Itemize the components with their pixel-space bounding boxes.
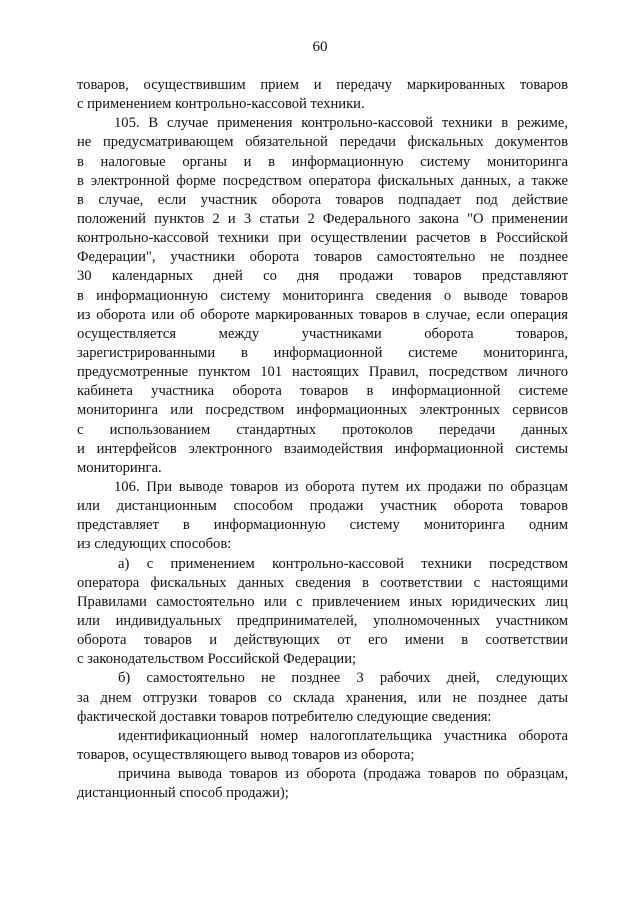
text-line: мониторинга. bbox=[77, 459, 162, 476]
text-line: контрольно-кассовой техники при осуществлении расчетов в Российской bbox=[77, 230, 568, 247]
text-line: или индивидуальных предпринимателей, уполномоченных участником bbox=[77, 612, 568, 629]
body-text bbox=[77, 76, 568, 803]
text-line: в налоговые органы и в информационную систему мониторинга bbox=[77, 153, 568, 170]
text-line: товаров, осуществляющего вывод товаров из оборота; bbox=[77, 746, 415, 763]
paragraph-106-first-line: 106. При выводе товаров из оборота путем их продажи по образцам bbox=[114, 478, 568, 495]
text-line: не предусматривающем обязательной передачи фискальных документов bbox=[77, 134, 568, 151]
subitem-b-first-line: б) самостоятельно не позднее 3 рабочих дней, следующих bbox=[118, 670, 568, 687]
text-line: за днем отгрузки товаров со склада хранения, или не позднее даты bbox=[77, 689, 568, 706]
list-paragraph-first-line: причина вывода товаров из оборота (продажа товаров по образцам, bbox=[118, 766, 568, 783]
text-line: из оборота или об обороте маркированных товаров в случае, если операция bbox=[77, 306, 568, 323]
text-line: 30 календарных дней со дня продажи товаров представляют bbox=[77, 268, 568, 285]
text-line: оборота товаров и действующих от его имени в соответствии bbox=[77, 632, 568, 649]
subitem-a-first-line: а) с применением контрольно-кассовой техники посредством bbox=[118, 555, 568, 572]
text-line: Федерации", участники оборота товаров самостоятельно не позднее bbox=[77, 249, 568, 266]
paragraph-105-first-line: 105. В случае применения контрольно-кассовой техники в режиме, bbox=[114, 115, 568, 132]
text-line: товаров, осуществившим прием и передачу маркированных товаров bbox=[77, 77, 568, 93]
text-line: кабинета участника оборота товаров в информационной системе bbox=[77, 383, 568, 400]
page-number: 60 bbox=[312, 39, 328, 55]
text-line: дистанционный способ продажи); bbox=[77, 785, 289, 802]
text-line: в случае, если участник оборота товаров подпадает под действие bbox=[77, 191, 568, 208]
text-line: с законодательством Российской Федерации; bbox=[77, 651, 357, 668]
text-line: в электронной форме посредством оператора фискальных данных, а также bbox=[77, 172, 568, 189]
text-line: в информационную систему мониторинга сведения о выводе товаров bbox=[77, 287, 568, 304]
text-line: фактической доставки товаров потребителю следующие сведения: bbox=[77, 708, 492, 725]
text-line: осуществляется между участниками оборота товаров, bbox=[77, 325, 568, 342]
text-line: из следующих способов: bbox=[77, 536, 232, 553]
text-line: представляет в информационную систему мониторинга одним bbox=[77, 517, 568, 534]
text-line: Правилами самостоятельно или с привлечением иных юридических лиц bbox=[77, 593, 568, 610]
text-line: с применением контрольно-кассовой техники. bbox=[77, 96, 365, 113]
text-line: и интерфейсов электронного взаимодействия информационной системы bbox=[77, 440, 568, 457]
text-line: с использованием стандартных протоколов передачи данных bbox=[77, 421, 568, 438]
text-line: мониторинга или посредством информационных электронных сервисов bbox=[77, 402, 568, 419]
text-line: положений пунктов 2 и 3 статьи 2 Федерального закона "О применении bbox=[77, 210, 568, 227]
text-line: предусмотренные пунктом 101 настоящих Правил, посредством личного bbox=[77, 364, 568, 381]
text-line: оператора фискальных данных сведения в соответствии с настоящими bbox=[77, 574, 568, 591]
text-line: зарегистрированными в информационной системе мониторинга, bbox=[77, 344, 568, 361]
text-line: или дистанционным способом продажи участник оборота товаров bbox=[77, 498, 568, 515]
list-paragraph-first-line: идентификационный номер налогоплательщика участника оборота bbox=[118, 727, 568, 744]
